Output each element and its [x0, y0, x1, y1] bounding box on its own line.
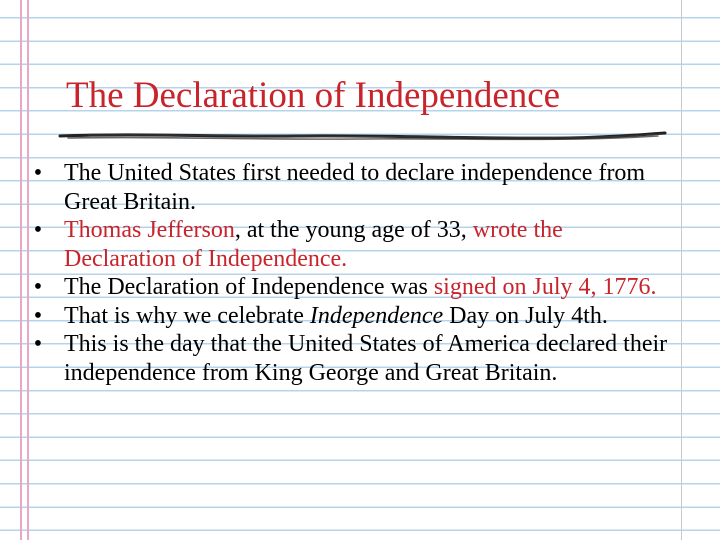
bullet-item — [28, 216, 678, 273]
bullet-text-segment: That is why we celebrate — [64, 302, 310, 329]
bullet-glyph: • — [33, 217, 43, 243]
bullet-glyph: • — [33, 274, 43, 300]
bullet-item — [28, 159, 678, 216]
bullet-glyph: • — [33, 302, 43, 329]
notebook-margin-line-right — [681, 0, 682, 540]
bullet-glyph: • — [33, 331, 43, 357]
bullet-item — [28, 302, 678, 331]
bullet-text-segment: wrote the Declaration of Independence. — [64, 217, 563, 272]
notebook-margin-line-left — [20, 0, 22, 540]
bullet-text-segment: This is the day that the United States of America declared their independence from King George and Great Britain. — [64, 331, 668, 386]
bullet-text-segment: Day on July 4th. — [443, 302, 608, 329]
title-underline-stroke — [58, 124, 668, 164]
bullet-text-segment: The United States first needed to declare independence from Great Britain. — [64, 160, 646, 215]
bullet-text-segment: Thomas Jefferson — [64, 217, 235, 243]
bullet-text-segment: The Declaration of Independence was — [64, 274, 434, 300]
bullet-text-segment: , at the young age of 33, — [234, 217, 473, 243]
bullet-text-segment: Independence — [309, 302, 444, 329]
bullet-text-segment: signed on July 4, 1776. — [433, 274, 657, 300]
bullet-item — [28, 330, 678, 387]
slide-title: The Declaration of Independence — [66, 75, 561, 116]
bullet-item — [28, 273, 678, 302]
bullet-list — [28, 159, 678, 387]
bullet-glyph: • — [33, 160, 43, 186]
